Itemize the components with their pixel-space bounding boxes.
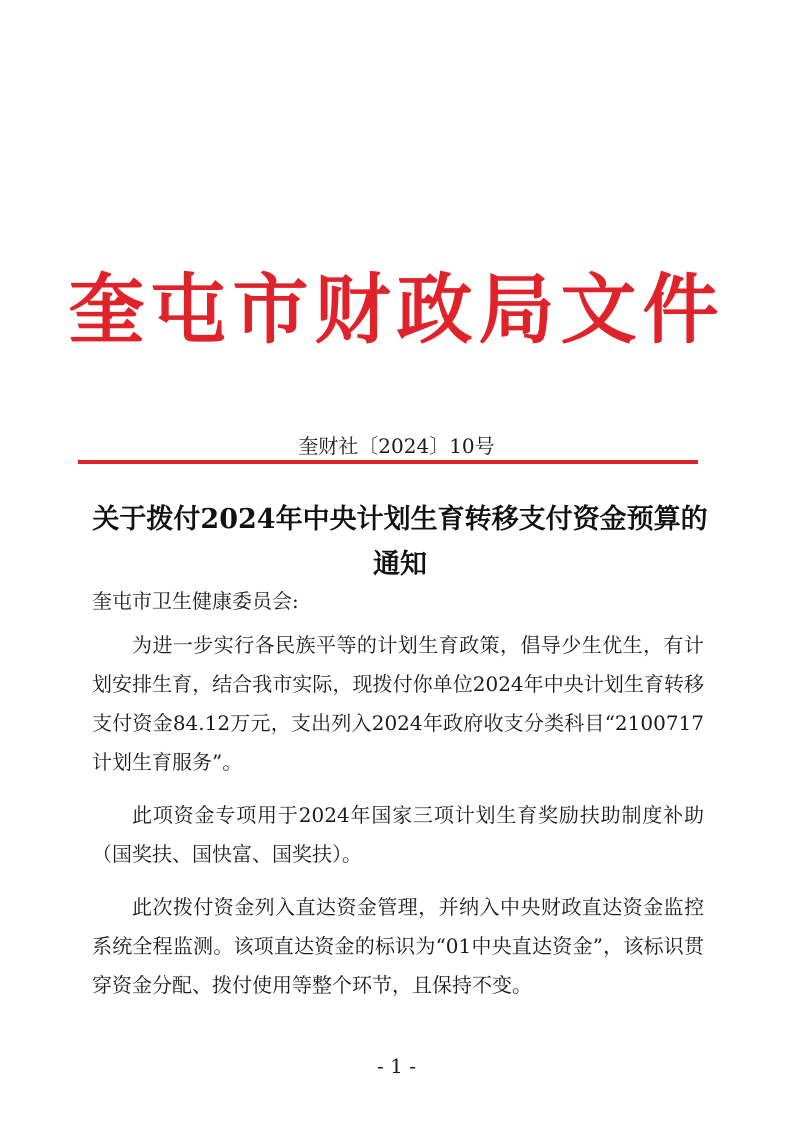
red-header-rule [78,460,698,464]
salutation: 奎屯市卫生健康委员会: [92,589,299,613]
document-number: 奎财社〔2024〕10号 [298,434,495,458]
body-paragraph: 此次拨付资金列入直达资金管理，并纳入中央财政直达资金监控系统全程监测。该项直达资金的标识为“01中央直达资金”，该标识贯穿资金分配、拨付使用等整个环节，且保持不变。 [92,895,704,997]
issuer-header-title: 奎屯市财政局文件 [68,265,725,354]
page-number: - 1 - [377,1054,416,1078]
body-paragraph: 为进一步实行各民族平等的计划生育政策，倡导少生优生，有计划安排生育，结合我市实际，现拨付你单位2024年中央计划生育转移支付资金84.12万元，支出列入2024年政府收支分类科目“2100717计划生育服务”。 [92,633,704,774]
body-text [92,626,704,1005]
notice-title: 关于拨付2024年中央计划生育转移支付资金预算的通知 [92,504,708,580]
body-paragraph: 此项资金专项用于2024年国家三项计划生育奖励扶助制度补助（国奖扶、国快富、国奖扶）。 [92,803,704,866]
